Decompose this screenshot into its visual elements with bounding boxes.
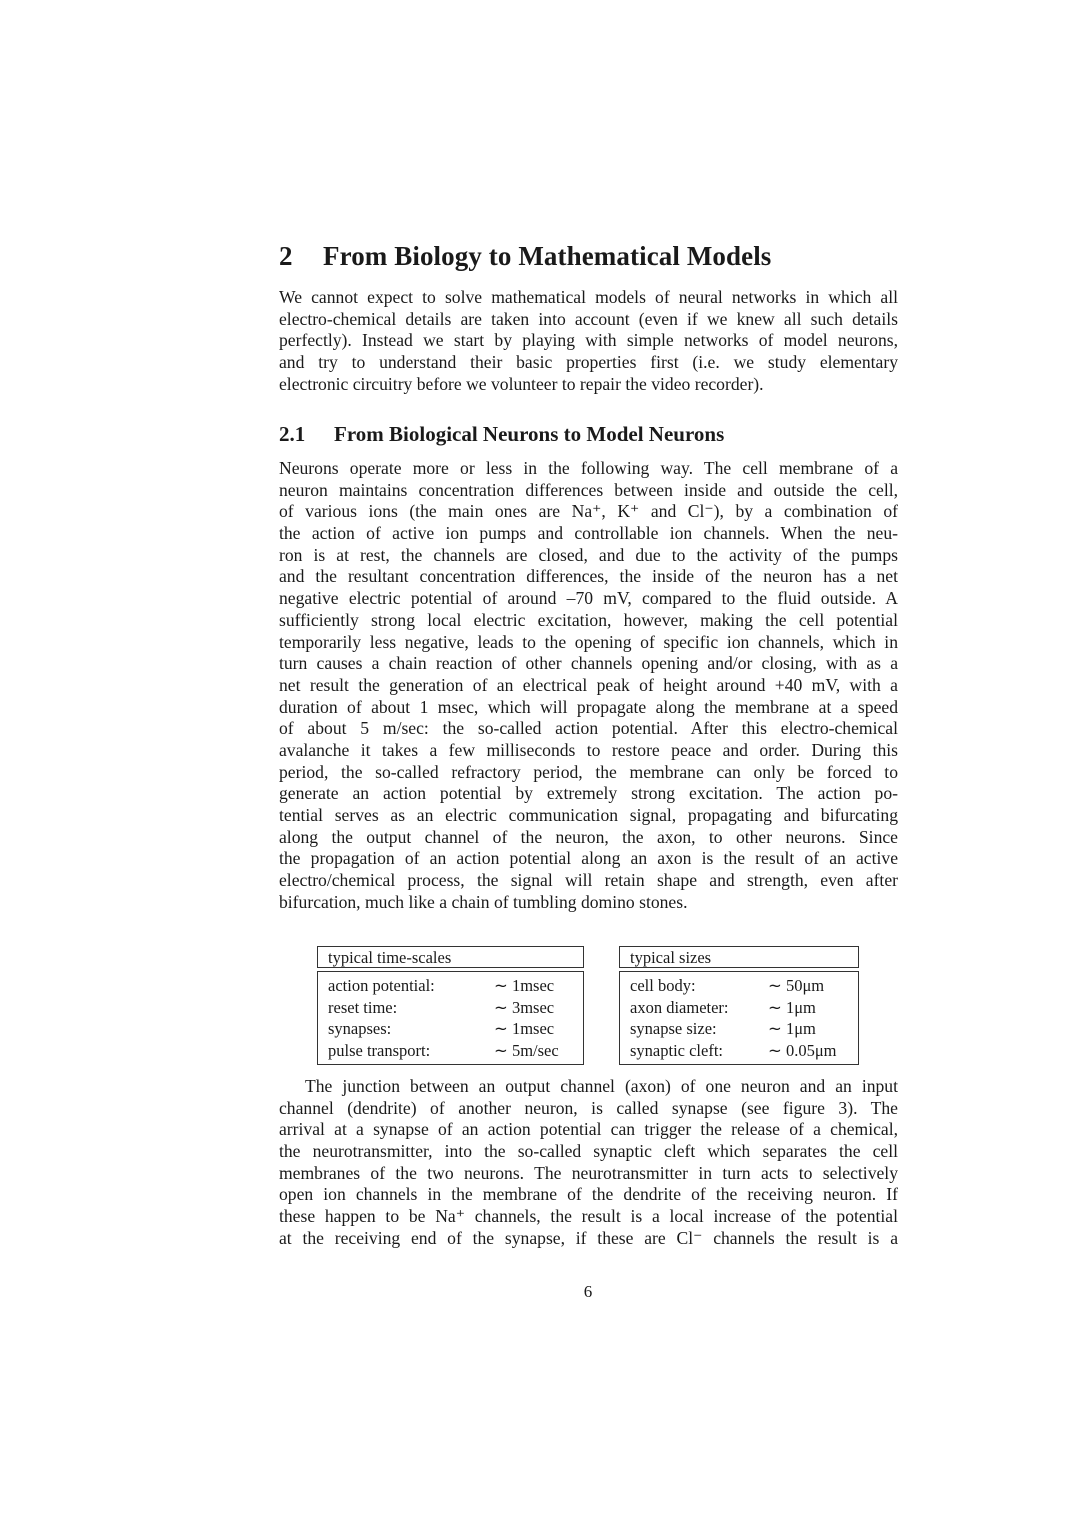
- table-row: [328, 997, 583, 1019]
- text-line: of various ions (the main ones are Na⁺, K⁺ and Cl⁻), by a combination of: [279, 501, 898, 522]
- text-line: tential serves as an electric communication signal, propagating and bifurcating: [279, 805, 898, 825]
- table-header: typical time-scales: [317, 946, 584, 968]
- text-line: electro-chemical details are taken into account (even if we knew all such details: [279, 308, 898, 329]
- text-line: We cannot expect to solve mathematical models of neural networks in which all: [279, 287, 898, 307]
- intro-paragraph: [279, 287, 898, 395]
- subsection-heading: [279, 420, 919, 448]
- page-number: 6: [583, 1282, 593, 1301]
- subsection-title: From Biological Neurons to Model Neurons: [334, 422, 725, 446]
- text-line: The junction between an output channel (axon) of one neuron and an input: [305, 1076, 898, 1096]
- text-line: avalanche it takes a few milliseconds to restore peace and order. During this: [279, 739, 898, 760]
- text-line: neuron maintains concentration differences between inside and outside the cell,: [279, 479, 898, 500]
- sizes-table: [619, 946, 859, 1065]
- row-value: ∼ 1μm: [768, 1019, 816, 1038]
- text-line: duration of about 1 msec, which will propagate along the membrane at a speed: [279, 696, 898, 717]
- text-line: the neurotransmitter, into the so-called synaptic cleft which separates the cell: [279, 1141, 898, 1162]
- table-row: [630, 1040, 858, 1062]
- section-title: From Biology to Mathematical Models: [323, 241, 772, 271]
- text-line: and try to understand their basic properties first (i.e. we study elementary: [279, 352, 898, 373]
- row-value: ∼ 1μm: [768, 997, 816, 1017]
- text-line: at the receiving end of the synapse, if these are Cl⁻ channels the result is a: [279, 1227, 898, 1248]
- text-line: temporarily less negative, leads to the opening of specific ion channels, which in: [279, 631, 898, 652]
- section-heading: [279, 239, 919, 273]
- text-line: arrival at a synapse of an action potential can trigger the release of a chemical,: [279, 1119, 898, 1140]
- row-value: ∼ 5m/sec: [494, 1040, 559, 1060]
- text-line: turn causes a chain reaction of other channels opening and/or closing, with as a: [279, 653, 898, 674]
- text-line: perfectly). Instead we start by playing with simple networks of model neurons,: [279, 330, 898, 351]
- table-row: [630, 1018, 858, 1040]
- row-label: axon diameter:: [630, 997, 729, 1017]
- row-label: synaptic cleft:: [630, 1040, 724, 1060]
- text-line: sufficiently strong local electric excitation, however, making the cell potential: [279, 609, 898, 630]
- row-label: synapses:: [328, 1019, 392, 1038]
- synapse-paragraph: [279, 1076, 898, 1250]
- neurons-paragraph: [279, 458, 898, 913]
- text-line: open ion channels in the membrane of the dendrite of the receiving neuron. If: [279, 1184, 898, 1205]
- row-value: ∼ 50μm: [768, 976, 825, 995]
- table-row: [328, 1018, 583, 1040]
- table-row: [328, 975, 583, 997]
- text-line: the action of active ion pumps and controllable ion channels. When the neu-: [279, 523, 898, 544]
- row-label: cell body:: [630, 976, 696, 995]
- text-line: Neurons operate more or less in the following way. The cell membrane of a: [279, 458, 898, 478]
- subsection-number: 2.1: [279, 422, 306, 446]
- text-line: electro/chemical process, the signal will retain shape and strength, even after: [279, 870, 898, 891]
- text-line: electronic circuitry before we volunteer to repair the video recorder).: [279, 373, 764, 394]
- table-row: [328, 1040, 583, 1062]
- text-line: channel (dendrite) of another neuron, is called synapse (see figure 3). The: [279, 1097, 898, 1118]
- row-value: ∼ 3msec: [494, 997, 555, 1017]
- row-label: synapse size:: [630, 1019, 717, 1038]
- text-line: these happen to be Na⁺ channels, the result is a local increase of the potential: [279, 1206, 898, 1227]
- row-value: ∼ 1msec: [494, 976, 555, 995]
- text-line: bifurcation, much like a chain of tumbling domino stones.: [279, 891, 688, 912]
- time-scales-table: [317, 946, 584, 1065]
- table-row: [630, 997, 858, 1019]
- text-line: the propagation of an action potential along an axon is the result of an active: [279, 848, 898, 869]
- row-label: action potential:: [328, 976, 435, 995]
- table-body: [317, 971, 584, 1065]
- text-line: ron is at rest, the channels are closed, and due to the activity of the pumps: [279, 544, 898, 565]
- table-body: [619, 971, 859, 1065]
- text-line: along the output channel of the neuron, the axon, to other neurons. Since: [279, 826, 898, 847]
- row-value: ∼ 0.05μm: [768, 1040, 837, 1060]
- text-line: period, the so-called refractory period, the membrane can only be forced to: [279, 761, 898, 782]
- text-line: negative electric potential of around –70 mV, compared to the fluid outside. A: [279, 588, 898, 609]
- table-row: [630, 975, 858, 997]
- text-line: generate an action potential by extremely strong excitation. The action po-: [279, 783, 898, 804]
- text-line: membranes of the two neurons. The neurotransmitter in turn acts to selectively: [279, 1162, 898, 1183]
- text-line: and the resultant concentration differences, the inside of the neuron has a net: [279, 566, 898, 587]
- row-label: pulse transport:: [328, 1040, 431, 1060]
- table-header: typical sizes: [619, 946, 859, 968]
- text-line: of about 5 m/sec: the so-called action potential. After this electro-chemical: [279, 718, 898, 739]
- row-value: ∼ 1msec: [494, 1019, 555, 1038]
- text-line: net result the generation of an electrical peak of height around +40 mV, with a: [279, 674, 898, 695]
- row-label: reset time:: [328, 997, 398, 1017]
- section-number: 2: [279, 241, 293, 271]
